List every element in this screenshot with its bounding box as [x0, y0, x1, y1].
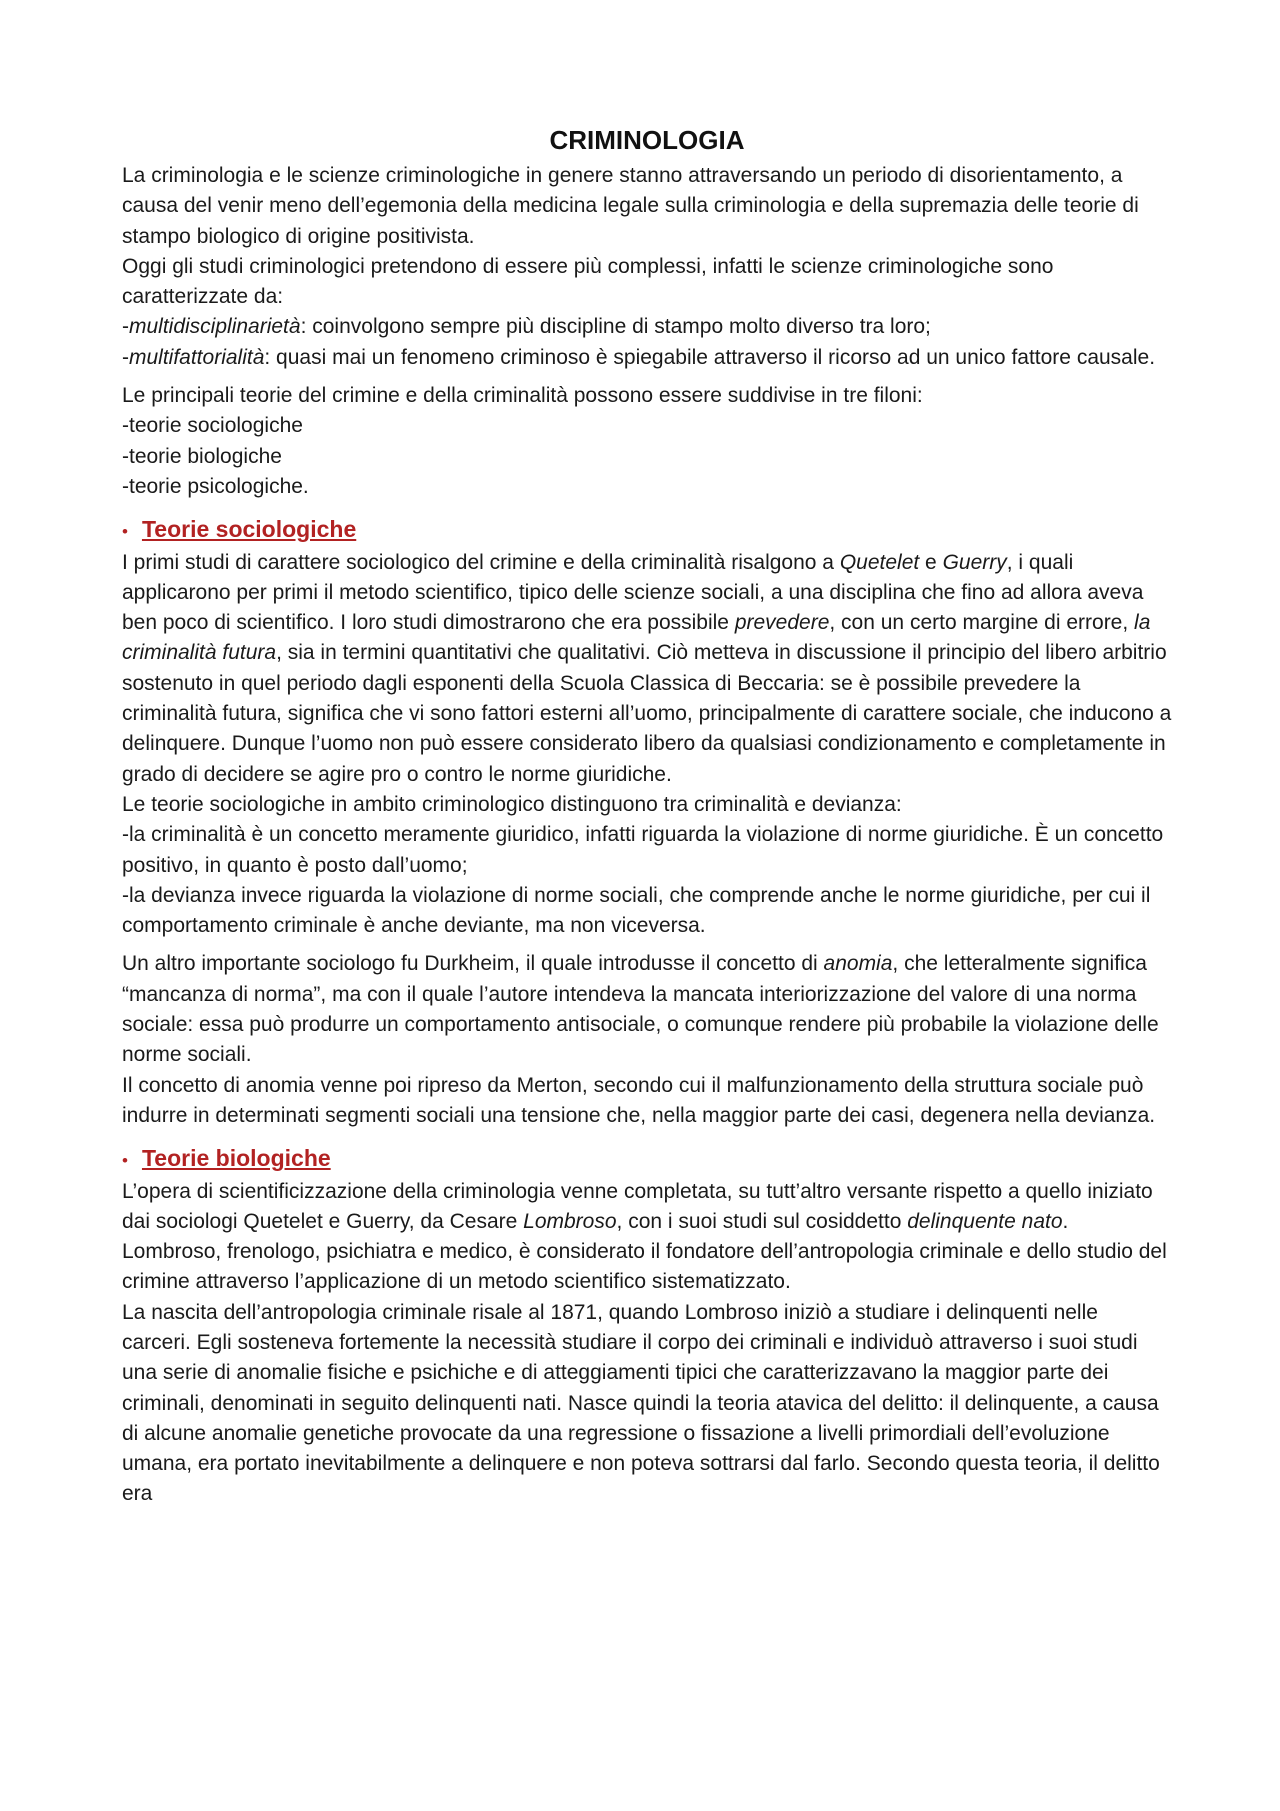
sociological-paragraph-3: -la criminalità è un concetto meramente giuridico, infatti riguarda la violazione di norme giuridiche. È un concetto positivo, in quanto è posto dall’uomo; [122, 823, 1164, 877]
biological-paragraph-1: L’opera di scientificizzazione della criminologia venne completata, su tutt’altro versante rispetto a quello iniziato dai sociologi Quetelet e Guerry, da Cesare Lombroso, con i suoi studi sul cosiddetto delinquente nato. Lombroso, frenologo, psichiatra e medico, è considerato il fondatore dell’antropologia criminale e dello studio del crimine attraverso l’applicazione di un metodo scientifico sistematizzato. [122, 1179, 1167, 1294]
intro-list-item-text: : coinvolgono sempre più discipline di stampo molto diverso tra loro; [300, 315, 931, 339]
term-multifattorialita: multifattorialità [129, 345, 265, 369]
theory-list-item: -teorie biologiche [122, 444, 282, 468]
sociological-paragraph-2: Le teorie sociologiche in ambito criminologico distinguono tra criminalità e devianza: [122, 792, 902, 816]
sociological-paragraph-1: I primi studi di carattere sociologico del crimine e della criminalità risalgono a Quetelet e Guerry, i quali applicarono per primi il metodo scientifico, tipico delle scienze sociali, a una disciplina che fino ad allora aveva ben poco di scientifico. I loro studi dimostrarono che era possibile prevedere, con un certo margine di errore, la criminalità futura, sia in termini quantitativi che qualitativi. Ciò metteva in discussione il principio del libero arbitrio sostenuto in quel periodo dagli esponenti della Scuola Classica di Beccaria: se è possibile prevedere la criminalità futura, significa che vi sono fattori esterni all’uomo, principalmente di carattere sociale, che inducono a delinquere. Dunque l’uomo non può essere considerato libero da qualsiasi condizionamento e completamente in grado di decidere se agire pro o contro le norme giuridiche. [122, 550, 1172, 786]
bullet-icon: • [122, 1151, 128, 1171]
section-heading-text: Teorie biologiche [141, 1145, 331, 1172]
intro-paragraph-1: La criminologia e le scienze criminologiche in genere stanno attraversando un periodo di disorientamento, a causa del venir meno dell’egemonia della medicina legale sulla criminologia e della supremazia delle teorie di stampo biologico di origine positivista. [122, 164, 1139, 248]
section-heading-text: Teorie sociologiche [141, 516, 357, 543]
intro-list-item: -multidisciplinarietà: coinvolgono sempre più discipline di stampo molto diverso tra loro; [122, 315, 931, 339]
sociological-paragraph-4: -la devianza invece riguarda la violazione di norme sociali, che comprende anche le norme giuridiche, per cui il comportamento criminale è anche deviante, ma non viceversa. [122, 883, 1151, 938]
intro-paragraph-2: Oggi gli studi criminologici pretendono di essere più complessi, infatti le scienze criminologiche sono caratterizzate da: [122, 254, 1054, 309]
document-page [122, 120, 1172, 1510]
bullet-icon: • [122, 522, 128, 542]
section-heading-sociological [122, 514, 1172, 547]
theory-list-item: -teorie psicologiche. [122, 474, 309, 498]
biological-paragraph-2: La nascita dell’antropologia criminale risale al 1871, quando Lombroso iniziò a studiare i delinquenti nelle carceri. Egli sosteneva fortemente la necessità studiare il corpo dei criminali e individuò attraverso i suoi studi una serie di anomalie fisiche e psichiche e di atteggiamenti tipici che caratterizzavano la maggior parte dei criminali, denominati in seguito delinquenti nati. Nasce quindi la teoria atavica del delitto: il delinquente, a causa di alcune anomalie genetiche provocate da una regressione o fissazione a livelli primordiali dell’evoluzione umana, era portato inevitabilmente a delinquere e non poteva sottrarsi dal farlo. Secondo questa teoria, il delitto era [122, 1300, 1160, 1506]
intro-list-item: -multifattorialità: quasi mai un fenomeno criminoso è spiegabile attraverso il ricorso ad un unico fattore causale. [122, 345, 1156, 369]
term-multidisciplinarieta: multidisciplinarietà [129, 315, 301, 339]
theories-lead: Le principali teorie del crimine e della criminalità possono essere suddivise in tre filoni: [122, 384, 923, 408]
section-heading-biological [122, 1143, 1172, 1176]
intro-list-item-text: : quasi mai un fenomeno criminoso è spiegabile attraverso il ricorso ad un unico fattore causale. [264, 345, 1156, 369]
page-title: CRIMINOLOGIA [549, 125, 745, 155]
theory-list-item: -teorie sociologiche [122, 414, 303, 438]
sociological-paragraph-6: Il concetto di anomia venne poi ripreso da Merton, secondo cui il malfunzionamento della struttura sociale può indurre in determinati segmenti sociali una tensione che, nella maggior parte dei casi, degenera nella devianza. [122, 1073, 1156, 1127]
sociological-paragraph-5: Un altro importante sociologo fu Durkheim, il quale introdusse il concetto di anomia, che letteralmente significa “mancanza di norma”, ma con il quale l’autore intendeva la mancata interiorizzazione del valore di una norma sociale: essa può produrre un comportamento antisociale, o comunque rendere più probabile la violazione delle norme sociali. [122, 952, 1159, 1067]
